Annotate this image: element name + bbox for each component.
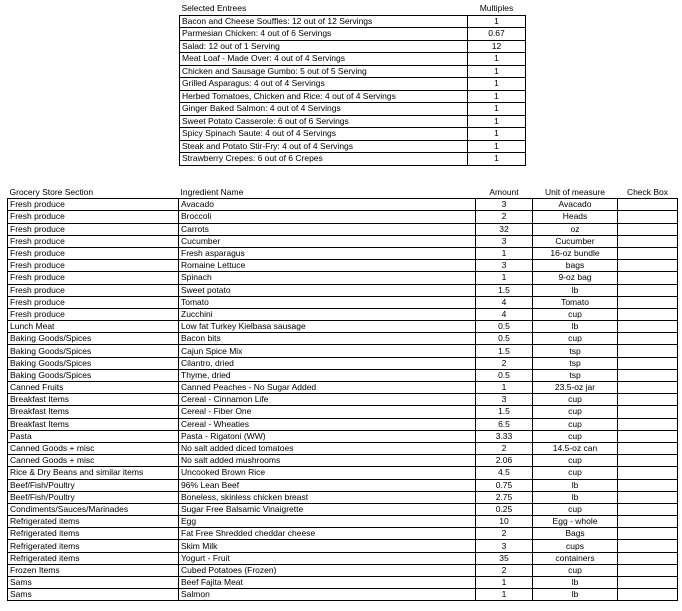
unit-cell: tsp (533, 357, 618, 369)
entree-name: Bacon and Cheese Souffles: 12 out of 12 Servings (180, 15, 468, 28)
ingredient-cell: Tomato (179, 296, 476, 308)
section-cell: Refrigerated items (8, 552, 179, 564)
amount-cell: 6.5 (476, 418, 533, 430)
check-box-cell[interactable] (618, 577, 678, 589)
amount-cell: 2.75 (476, 491, 533, 503)
section-cell: Breakfast Items (8, 394, 179, 406)
ingredient-cell: Sugar Free Balsamic Vinaigrette (179, 503, 476, 515)
section-cell: Fresh produce (8, 260, 179, 272)
table-row (8, 321, 678, 333)
check-box-cell[interactable] (618, 467, 678, 479)
check-box-cell[interactable] (618, 382, 678, 394)
entree-row (180, 103, 526, 116)
unit-cell: lb (533, 284, 618, 296)
section-cell: Canned Fruits (8, 382, 179, 394)
header-section: Grocery Store Section (9, 187, 94, 198)
section-cell: Pasta (8, 430, 179, 442)
ingredient-cell: Broccoli (179, 211, 476, 223)
check-box-cell[interactable] (618, 260, 678, 272)
grocery-list-table (7, 187, 678, 601)
amount-cell: 1 (476, 272, 533, 284)
check-box-cell[interactable] (618, 199, 678, 211)
unit-cell: Avacado (533, 199, 618, 211)
entree-name: Chicken and Sausage Gumbo: 5 out of 5 Serving (180, 65, 468, 78)
entree-name: Meat Loaf - Made Over: 4 out of 4 Servings (180, 53, 468, 66)
check-box-cell[interactable] (618, 491, 678, 503)
amount-cell: 2 (476, 211, 533, 223)
check-box-cell[interactable] (618, 589, 678, 601)
entree-row (180, 53, 526, 66)
amount-cell: 35 (476, 552, 533, 564)
unit-cell: containers (533, 552, 618, 564)
ingredient-cell: Sweet potato (179, 284, 476, 296)
amount-cell: 0.5 (476, 333, 533, 345)
check-box-cell[interactable] (618, 442, 678, 454)
header-unit: Unit of measure (545, 187, 605, 198)
amount-cell: 10 (476, 516, 533, 528)
ingredient-cell: 96% Lean Beef (179, 479, 476, 491)
ingredient-cell: Yogurt - Fruit (179, 552, 476, 564)
unit-cell: oz (533, 223, 618, 235)
table-row (8, 528, 678, 540)
section-cell: Baking Goods/Spices (8, 357, 179, 369)
entree-row (180, 28, 526, 41)
check-box-cell[interactable] (618, 211, 678, 223)
entrees-header-multiples: Multiples (479, 3, 514, 14)
amount-cell: 1.5 (476, 406, 533, 418)
entree-row (180, 78, 526, 91)
unit-cell: Heads (533, 211, 618, 223)
ingredient-cell: Uncooked Brown Rice (179, 467, 476, 479)
unit-cell: cup (533, 418, 618, 430)
entrees-header-name: Selected Entrees (181, 3, 247, 14)
entree-row (180, 153, 526, 166)
unit-cell: lb (533, 589, 618, 601)
ingredient-cell: Salmon (179, 589, 476, 601)
unit-cell: lb (533, 577, 618, 589)
amount-cell: 0.75 (476, 479, 533, 491)
check-box-cell[interactable] (618, 503, 678, 515)
unit-cell: cup (533, 406, 618, 418)
check-box-cell[interactable] (618, 552, 678, 564)
table-row (8, 308, 678, 320)
unit-cell: bags (533, 260, 618, 272)
check-box-cell[interactable] (618, 430, 678, 442)
entree-name: Spicy Spinach Saute: 4 out of 4 Servings (180, 128, 468, 141)
unit-cell: cup (533, 308, 618, 320)
entree-multiple: 1 (468, 15, 526, 28)
table-row (8, 296, 678, 308)
ingredient-cell: Romaine Lettuce (179, 260, 476, 272)
unit-cell: 23.5-oz jar (533, 382, 618, 394)
table-row (8, 430, 678, 442)
amount-cell: 2 (476, 442, 533, 454)
unit-cell: lb (533, 321, 618, 333)
ingredient-cell: No salt added mushrooms (179, 455, 476, 467)
check-box-cell[interactable] (618, 223, 678, 235)
header-check-box: Check Box (626, 187, 669, 198)
amount-cell: 0.25 (476, 503, 533, 515)
amount-cell: 3 (476, 199, 533, 211)
entree-row (180, 15, 526, 28)
table-row (8, 223, 678, 235)
selected-entrees-table (179, 3, 526, 166)
ingredient-cell: Fat Free Shredded cheddar cheese (179, 528, 476, 540)
table-row (8, 491, 678, 503)
section-cell: Fresh produce (8, 223, 179, 235)
ingredient-cell: Cereal - Fiber One (179, 406, 476, 418)
section-cell: Refrigerated items (8, 516, 179, 528)
entree-multiple: 0.67 (468, 28, 526, 41)
unit-cell: 14.5-oz can (533, 442, 618, 454)
table-row (8, 357, 678, 369)
amount-cell: 3 (476, 260, 533, 272)
amount-cell: 2 (476, 528, 533, 540)
section-cell: Canned Goods + misc (8, 442, 179, 454)
unit-cell: tsp (533, 369, 618, 381)
section-cell: Fresh produce (8, 296, 179, 308)
table-row (8, 479, 678, 491)
section-cell: Lunch Meat (8, 321, 179, 333)
table-row (8, 406, 678, 418)
table-row (8, 284, 678, 296)
entree-multiple: 1 (468, 115, 526, 128)
unit-cell: 16-oz bundle (533, 247, 618, 259)
check-box-cell[interactable] (618, 247, 678, 259)
table-row (8, 552, 678, 564)
check-box-cell[interactable] (618, 235, 678, 247)
section-cell: Fresh produce (8, 284, 179, 296)
entree-multiple: 1 (468, 153, 526, 166)
ingredient-cell: Cereal - Cinnamon Life (179, 394, 476, 406)
section-cell: Canned Goods + misc (8, 455, 179, 467)
ingredient-cell: Cereal - Wheaties (179, 418, 476, 430)
section-cell: Fresh produce (8, 235, 179, 247)
entree-multiple: 12 (468, 40, 526, 53)
unit-cell: lb (533, 479, 618, 491)
check-box-cell[interactable] (618, 479, 678, 491)
section-cell: Condiments/Sauces/Marinades (8, 503, 179, 515)
amount-cell: 2 (476, 357, 533, 369)
table-row (8, 503, 678, 515)
unit-cell: lb (533, 491, 618, 503)
check-box-cell[interactable] (618, 345, 678, 357)
table-row (8, 247, 678, 259)
amount-cell: 3.33 (476, 430, 533, 442)
ingredient-cell: Boneless, skinless chicken breast (179, 491, 476, 503)
section-cell: Fresh produce (8, 211, 179, 223)
section-cell: Baking Goods/Spices (8, 345, 179, 357)
entree-multiple: 1 (468, 90, 526, 103)
amount-cell: 3 (476, 235, 533, 247)
check-box-cell[interactable] (618, 418, 678, 430)
amount-cell: 1 (476, 577, 533, 589)
ingredient-cell: Cajun Spice Mix (179, 345, 476, 357)
section-cell: Sams (8, 589, 179, 601)
ingredient-cell: Canned Peaches - No Sugar Added (179, 382, 476, 394)
check-box-cell[interactable] (618, 528, 678, 540)
table-row (8, 467, 678, 479)
entree-name: Sweet Potato Casserole: 6 out of 6 Servings (180, 115, 468, 128)
table-row (8, 564, 678, 576)
section-cell: Baking Goods/Spices (8, 333, 179, 345)
check-box-cell[interactable] (618, 357, 678, 369)
amount-cell: 4.5 (476, 467, 533, 479)
unit-cell: cup (533, 503, 618, 515)
entree-row (180, 128, 526, 141)
check-box-cell[interactable] (618, 540, 678, 552)
ingredient-cell: Carrots (179, 223, 476, 235)
entree-name: Strawberry Crepes: 6 out of 6 Crepes (180, 153, 468, 166)
section-cell: Baking Goods/Spices (8, 369, 179, 381)
section-cell: Breakfast Items (8, 406, 179, 418)
unit-cell: tsp (533, 345, 618, 357)
table-row (8, 382, 678, 394)
ingredient-cell: No salt added diced tomatoes (179, 442, 476, 454)
amount-cell: 1.5 (476, 345, 533, 357)
entree-multiple: 1 (468, 53, 526, 66)
table-row (8, 540, 678, 552)
check-box-cell[interactable] (618, 284, 678, 296)
header-ingredient: Ingredient Name (180, 187, 244, 198)
section-cell: Frozen Items (8, 564, 179, 576)
grocery-header-row (8, 187, 678, 199)
check-box-cell[interactable] (618, 333, 678, 345)
amount-cell: 1 (476, 382, 533, 394)
entree-row (180, 65, 526, 78)
check-box-cell[interactable] (618, 406, 678, 418)
ingredient-cell: Beef Fajita Meat (179, 577, 476, 589)
table-row (8, 369, 678, 381)
table-row (8, 442, 678, 454)
entree-row (180, 90, 526, 103)
ingredient-cell: Zucchini (179, 308, 476, 320)
table-row (8, 345, 678, 357)
amount-cell: 2 (476, 564, 533, 576)
section-cell: Refrigerated items (8, 540, 179, 552)
check-box-cell[interactable] (618, 564, 678, 576)
entree-multiple: 1 (468, 65, 526, 78)
unit-cell: cup (533, 394, 618, 406)
ingredient-cell: Fresh asparagus (179, 247, 476, 259)
ingredient-cell: Cucumber (179, 235, 476, 247)
table-row (8, 418, 678, 430)
table-row (8, 589, 678, 601)
section-cell: Beef/Fish/Poultry (8, 479, 179, 491)
entree-name: Steak and Potato Stir-Fry: 4 out of 4 Servings (180, 140, 468, 153)
ingredient-cell: Thyme, dried (179, 369, 476, 381)
check-box-cell[interactable] (618, 308, 678, 320)
entree-row (180, 140, 526, 153)
amount-cell: 2.06 (476, 455, 533, 467)
table-row (8, 235, 678, 247)
ingredient-cell: Cubed Potatoes (Frozen) (179, 564, 476, 576)
section-cell: Refrigerated items (8, 528, 179, 540)
check-box-cell[interactable] (618, 516, 678, 528)
entree-multiple: 1 (468, 78, 526, 91)
entrees-header-row (180, 3, 526, 15)
amount-cell: 0.5 (476, 369, 533, 381)
table-row (8, 260, 678, 272)
table-row (8, 394, 678, 406)
ingredient-cell: Spinach (179, 272, 476, 284)
entree-name: Herbed Tomatoes, Chicken and Rice: 4 out of 4 Servings (180, 90, 468, 103)
section-cell: Breakfast Items (8, 418, 179, 430)
unit-cell: Bags (533, 528, 618, 540)
entree-name: Ginger Baked Salmon: 4 out of 4 Servings (180, 103, 468, 116)
ingredient-cell: Skim Milk (179, 540, 476, 552)
ingredient-cell: Pasta - Rigatoni (WW) (179, 430, 476, 442)
table-row (8, 455, 678, 467)
unit-cell: Egg - whole (533, 516, 618, 528)
table-row (8, 577, 678, 589)
table-row (8, 516, 678, 528)
amount-cell: 4 (476, 308, 533, 320)
amount-cell: 1 (476, 247, 533, 259)
unit-cell: cup (533, 564, 618, 576)
amount-cell: 4 (476, 296, 533, 308)
unit-cell: cups (533, 540, 618, 552)
section-cell: Fresh produce (8, 308, 179, 320)
header-amount: Amount (489, 187, 519, 198)
unit-cell: cup (533, 333, 618, 345)
unit-cell: Tomato (533, 296, 618, 308)
unit-cell: cup (533, 455, 618, 467)
unit-cell: Cucumber (533, 235, 618, 247)
section-cell: Fresh produce (8, 199, 179, 211)
amount-cell: 32 (476, 223, 533, 235)
section-cell: Rice & Dry Beans and similar items (8, 467, 179, 479)
unit-cell: cup (533, 467, 618, 479)
section-cell: Beef/Fish/Poultry (8, 491, 179, 503)
entree-name: Parmesian Chicken: 4 out of 6 Servings (180, 28, 468, 41)
amount-cell: 1.5 (476, 284, 533, 296)
amount-cell: 3 (476, 394, 533, 406)
entree-multiple: 1 (468, 103, 526, 116)
entree-row (180, 40, 526, 53)
section-cell: Fresh produce (8, 272, 179, 284)
ingredient-cell: Bacon bits (179, 333, 476, 345)
amount-cell: 3 (476, 540, 533, 552)
ingredient-cell: Cilantro, dried (179, 357, 476, 369)
section-cell: Fresh produce (8, 247, 179, 259)
table-row (8, 211, 678, 223)
entree-multiple: 1 (468, 140, 526, 153)
table-row (8, 272, 678, 284)
ingredient-cell: Egg (179, 516, 476, 528)
ingredient-cell: Avacado (179, 199, 476, 211)
entree-multiple: 1 (468, 128, 526, 141)
check-box-cell[interactable] (618, 394, 678, 406)
check-box-cell[interactable] (618, 369, 678, 381)
table-row (8, 199, 678, 211)
unit-cell: 9-oz bag (533, 272, 618, 284)
entree-name: Grilled Asparagus: 4 out of 4 Servings (180, 78, 468, 91)
check-box-cell[interactable] (618, 296, 678, 308)
amount-cell: 1 (476, 589, 533, 601)
ingredient-cell: Low fat Turkey Kielbasa sausage (179, 321, 476, 333)
unit-cell: cup (533, 430, 618, 442)
section-cell: Sams (8, 577, 179, 589)
entree-row (180, 115, 526, 128)
amount-cell: 0.5 (476, 321, 533, 333)
table-row (8, 333, 678, 345)
check-box-cell[interactable] (618, 455, 678, 467)
check-box-cell[interactable] (618, 321, 678, 333)
entree-name: Salad: 12 out of 1 Serving (180, 40, 468, 53)
check-box-cell[interactable] (618, 272, 678, 284)
